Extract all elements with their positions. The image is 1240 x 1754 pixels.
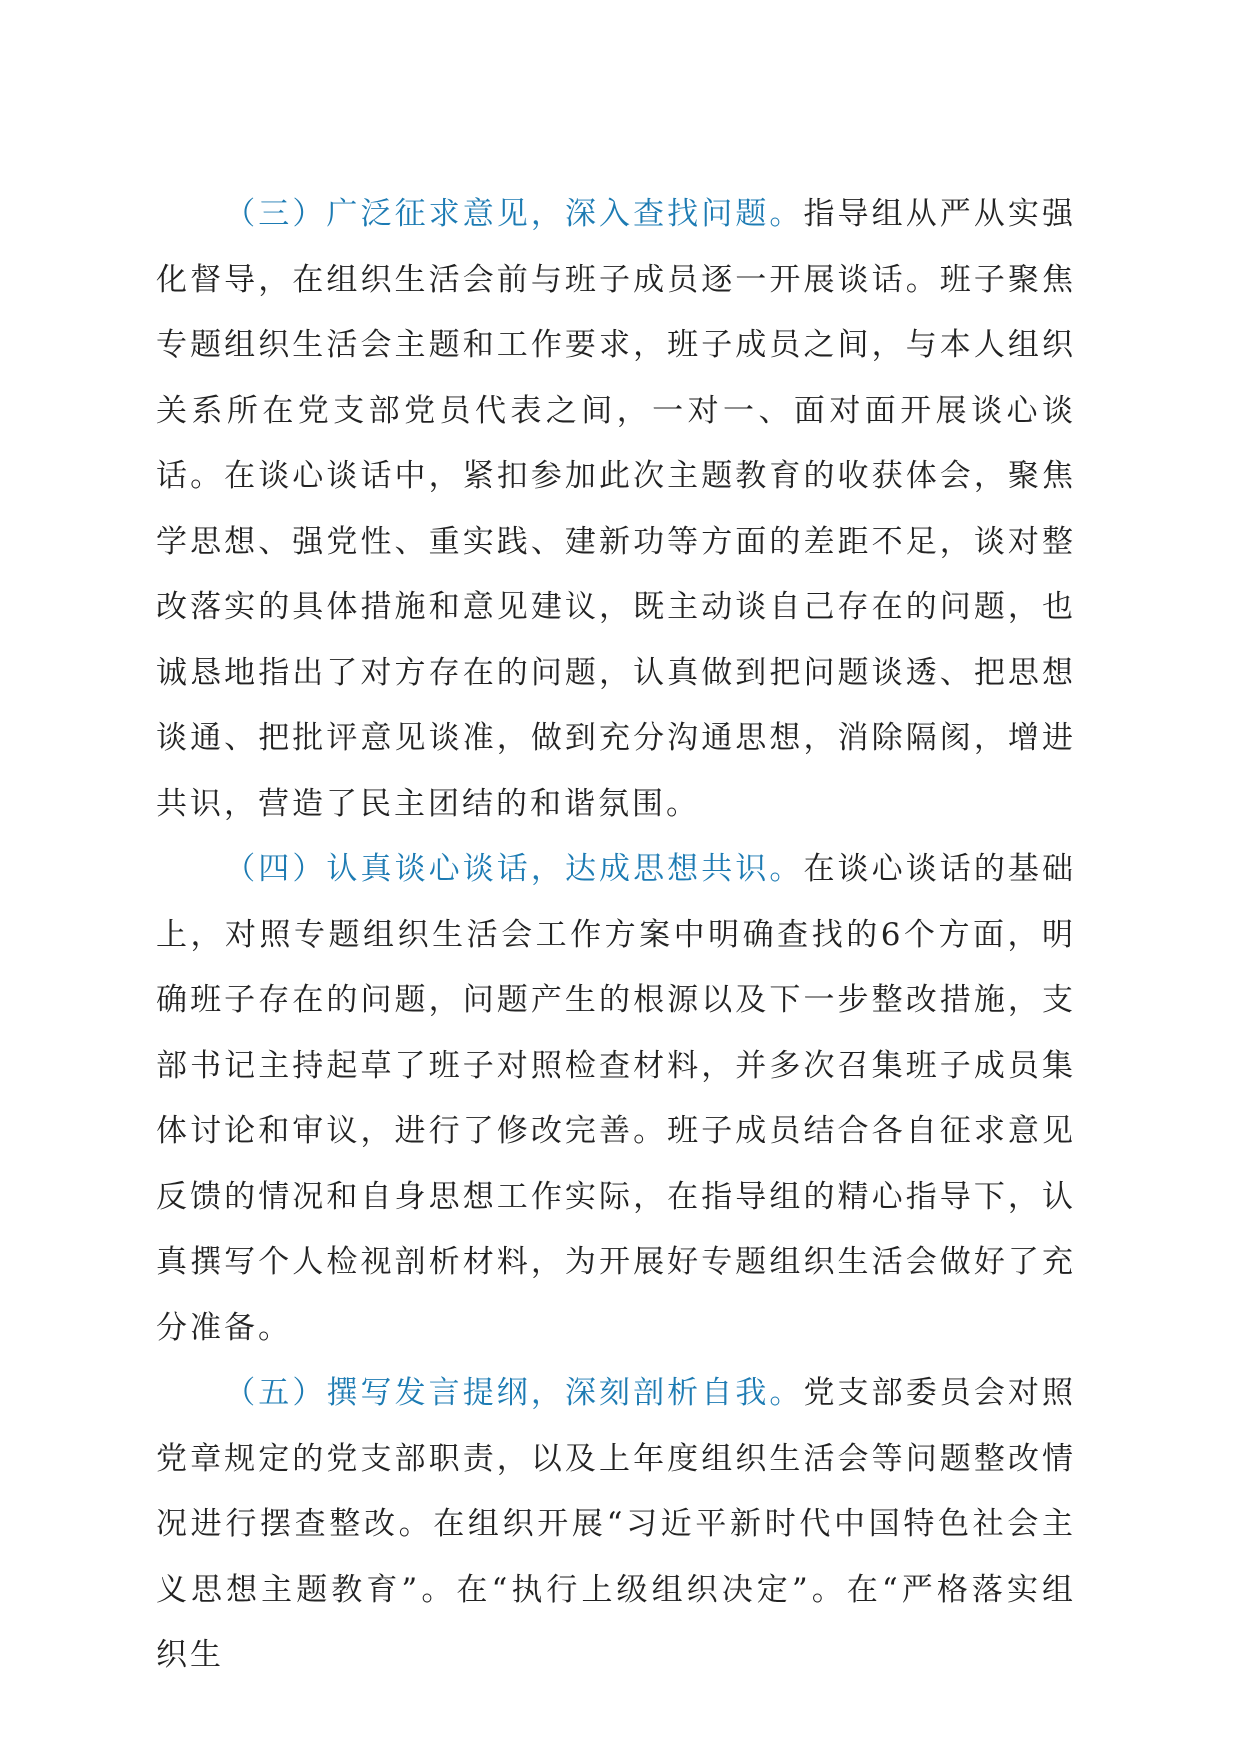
paragraph-3 — [156, 182, 1076, 837]
paragraph-4 — [156, 837, 1076, 1361]
paragraph-3-text: 指导组从严从实强化督导，在组织生活会前与班子成员逐一开展谈话。班子聚焦专题组织生活会主题和工作要求，班子成员之间，与本人组织关系所在党支部党员代表之间，一对一、面对面开展谈心谈话。在谈心谈话中，紧扣参加此次主题教育的收获体会，聚焦学思想、强党性、重实践、建新功等方面的差距不足，谈对整改落实的具体措施和意见建议，既主动谈自己存在的问题，也诚恳地指出了对方存在的问题，认真做到把问题谈透、把思想谈通、把批评意见谈准，做到充分沟通思想，消除隔阂，增进共识，营造了民主团结的和谐氛围。 — [156, 196, 1077, 822]
paragraph-5-text: 党支部委员会对照党章规定的党支部职责，以及上年度组织生活会等问题整改情况进行摆查整改。在组织开展“习近平新时代中国特色社会主义思想主题教育”。在“执行上级组织决定”。在“严格落实组织生 — [156, 1375, 1077, 1673]
section-heading-4: （四）认真谈心谈话，达成思想共识。 — [224, 851, 804, 887]
document-body — [156, 182, 1076, 1689]
section-heading-3: （三）广泛征求意见，深入查找问题。 — [224, 196, 804, 232]
paragraph-5 — [156, 1361, 1076, 1689]
paragraph-4-text: 在谈心谈话的基础上，对照专题组织生活会工作方案中明确查找的6个方面，明确班子存在的问题，问题产生的根源以及下一步整改措施，支部书记主持起草了班子对照检查材料，并多次召集班子成员集体讨论和审议，进行了修改完善。班子成员结合各自征求意见反馈的情况和自身思想工作实际，在指导组的精心指导下，认真撰写个人检视剖析材料，为开展好专题组织生活会做好了充分准备。 — [156, 851, 1077, 1346]
section-heading-5: （五）撰写发言提纲，深刻剖析自我。 — [224, 1375, 804, 1411]
